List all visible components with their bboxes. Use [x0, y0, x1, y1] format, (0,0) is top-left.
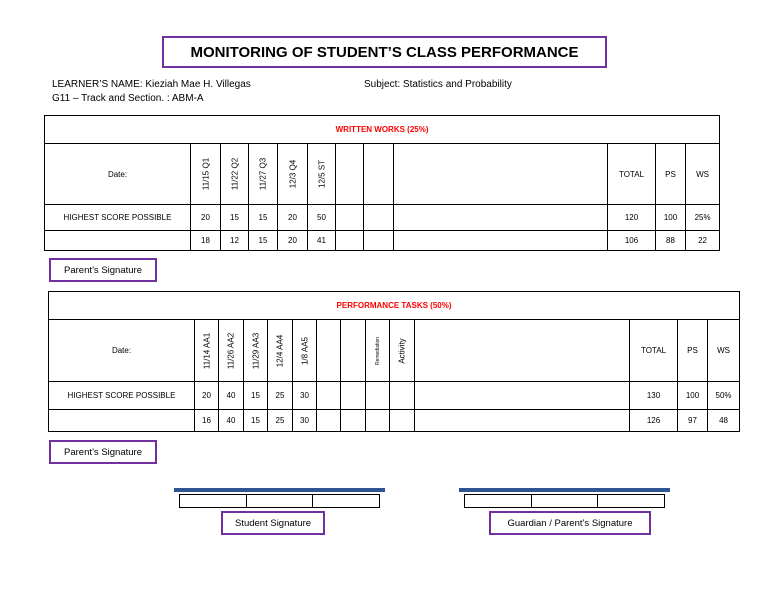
score-cell: 15	[244, 410, 268, 432]
ps-cell: 100	[678, 382, 708, 410]
total-cell: 120	[608, 205, 656, 231]
date-cell: 11/22 Q2	[221, 144, 249, 205]
score-cell: 15	[244, 382, 268, 410]
score-cell: 15	[221, 205, 249, 231]
guardian-signature-line	[459, 488, 670, 492]
performance-tasks-header: PERFORMANCE TASKS (50%)	[49, 292, 740, 320]
score-cell	[415, 410, 630, 432]
score-cell	[390, 382, 415, 410]
ws-header: WS	[708, 320, 740, 382]
score-cell	[364, 205, 394, 231]
score-cell: 20	[195, 382, 219, 410]
date-cell: Activity	[390, 320, 415, 382]
total-cell: 126	[630, 410, 678, 432]
written-works-table	[44, 115, 720, 251]
ws-cell: 48	[708, 410, 740, 432]
score-cell	[390, 410, 415, 432]
date-label: Date:	[45, 144, 191, 205]
score-cell: 12	[221, 231, 249, 251]
score-cell	[317, 410, 341, 432]
ws-cell: 22	[686, 231, 720, 251]
student-score-label	[45, 231, 191, 251]
date-cell	[336, 144, 364, 205]
score-cell: 30	[293, 382, 317, 410]
score-cell	[364, 231, 394, 251]
student-score-label	[49, 410, 195, 432]
track-section: G11 – Track and Section. : ABM-A	[52, 93, 204, 104]
score-cell	[317, 382, 341, 410]
score-cell	[366, 410, 390, 432]
parent-signature-box: Parent’s Signature	[49, 440, 157, 464]
date-cell	[394, 144, 608, 205]
student-signature-box: Student Signature	[221, 511, 325, 535]
ps-cell: 97	[678, 410, 708, 432]
score-cell: 40	[219, 410, 244, 432]
score-cell: 50	[308, 205, 336, 231]
score-cell: 20	[278, 205, 308, 231]
written-works-header: WRITTEN WORKS (25%)	[45, 116, 720, 144]
ps-header: PS	[678, 320, 708, 382]
score-cell: 20	[278, 231, 308, 251]
ws-cell: 50%	[708, 382, 740, 410]
date-cell: 11/26 AA2	[219, 320, 244, 382]
date-cell: 1/8 AA5	[293, 320, 317, 382]
score-cell: 41	[308, 231, 336, 251]
date-label: Date:	[49, 320, 195, 382]
date-cell	[415, 320, 630, 382]
score-cell: 40	[219, 382, 244, 410]
date-cell: 11/29 AA3	[244, 320, 268, 382]
date-cell: Remediation	[366, 320, 390, 382]
total-header: TOTAL	[630, 320, 678, 382]
ws-cell: 25%	[686, 205, 720, 231]
date-cell: 11/15 Q1	[191, 144, 221, 205]
date-cell: 12/4 AA4	[268, 320, 293, 382]
date-cell: 12/5 ST	[308, 144, 336, 205]
score-cell: 18	[191, 231, 221, 251]
total-header: TOTAL	[608, 144, 656, 205]
guardian-signature-slots	[464, 494, 665, 508]
score-cell	[415, 382, 630, 410]
date-cell	[317, 320, 341, 382]
date-cell	[364, 144, 394, 205]
score-cell: 30	[293, 410, 317, 432]
score-cell	[341, 410, 366, 432]
score-cell	[341, 382, 366, 410]
guardian-signature-box: Guardian / Parent’s Signature	[489, 511, 651, 535]
score-cell: 15	[249, 231, 278, 251]
ps-header: PS	[656, 144, 686, 205]
subject: Subject: Statistics and Probability	[364, 79, 512, 90]
score-cell: 25	[268, 382, 293, 410]
score-cell: 20	[191, 205, 221, 231]
score-cell: 15	[249, 205, 278, 231]
score-cell	[336, 231, 364, 251]
page-title: MONITORING OF STUDENT’S CLASS PERFORMANCE	[162, 36, 607, 68]
score-cell: 25	[268, 410, 293, 432]
student-signature-slots	[179, 494, 380, 508]
learner-name: LEARNER’S NAME: Kieziah Mae H. Villegas	[52, 79, 251, 90]
ps-cell: 100	[656, 205, 686, 231]
date-cell: 11/14 AA1	[195, 320, 219, 382]
total-cell: 106	[608, 231, 656, 251]
ps-cell: 88	[656, 231, 686, 251]
parent-signature-box: Parent’s Signature	[49, 258, 157, 282]
highest-score-label: HIGHEST SCORE POSSIBLE	[49, 382, 195, 410]
score-cell	[366, 382, 390, 410]
date-cell: 12/3 Q4	[278, 144, 308, 205]
date-cell: 11/27 Q3	[249, 144, 278, 205]
score-cell: 16	[195, 410, 219, 432]
student-signature-line	[174, 488, 385, 492]
performance-tasks-table	[48, 291, 740, 432]
score-cell	[394, 205, 608, 231]
score-cell	[336, 205, 364, 231]
date-cell	[341, 320, 366, 382]
ws-header: WS	[686, 144, 720, 205]
highest-score-label: HIGHEST SCORE POSSIBLE	[45, 205, 191, 231]
total-cell: 130	[630, 382, 678, 410]
score-cell	[394, 231, 608, 251]
